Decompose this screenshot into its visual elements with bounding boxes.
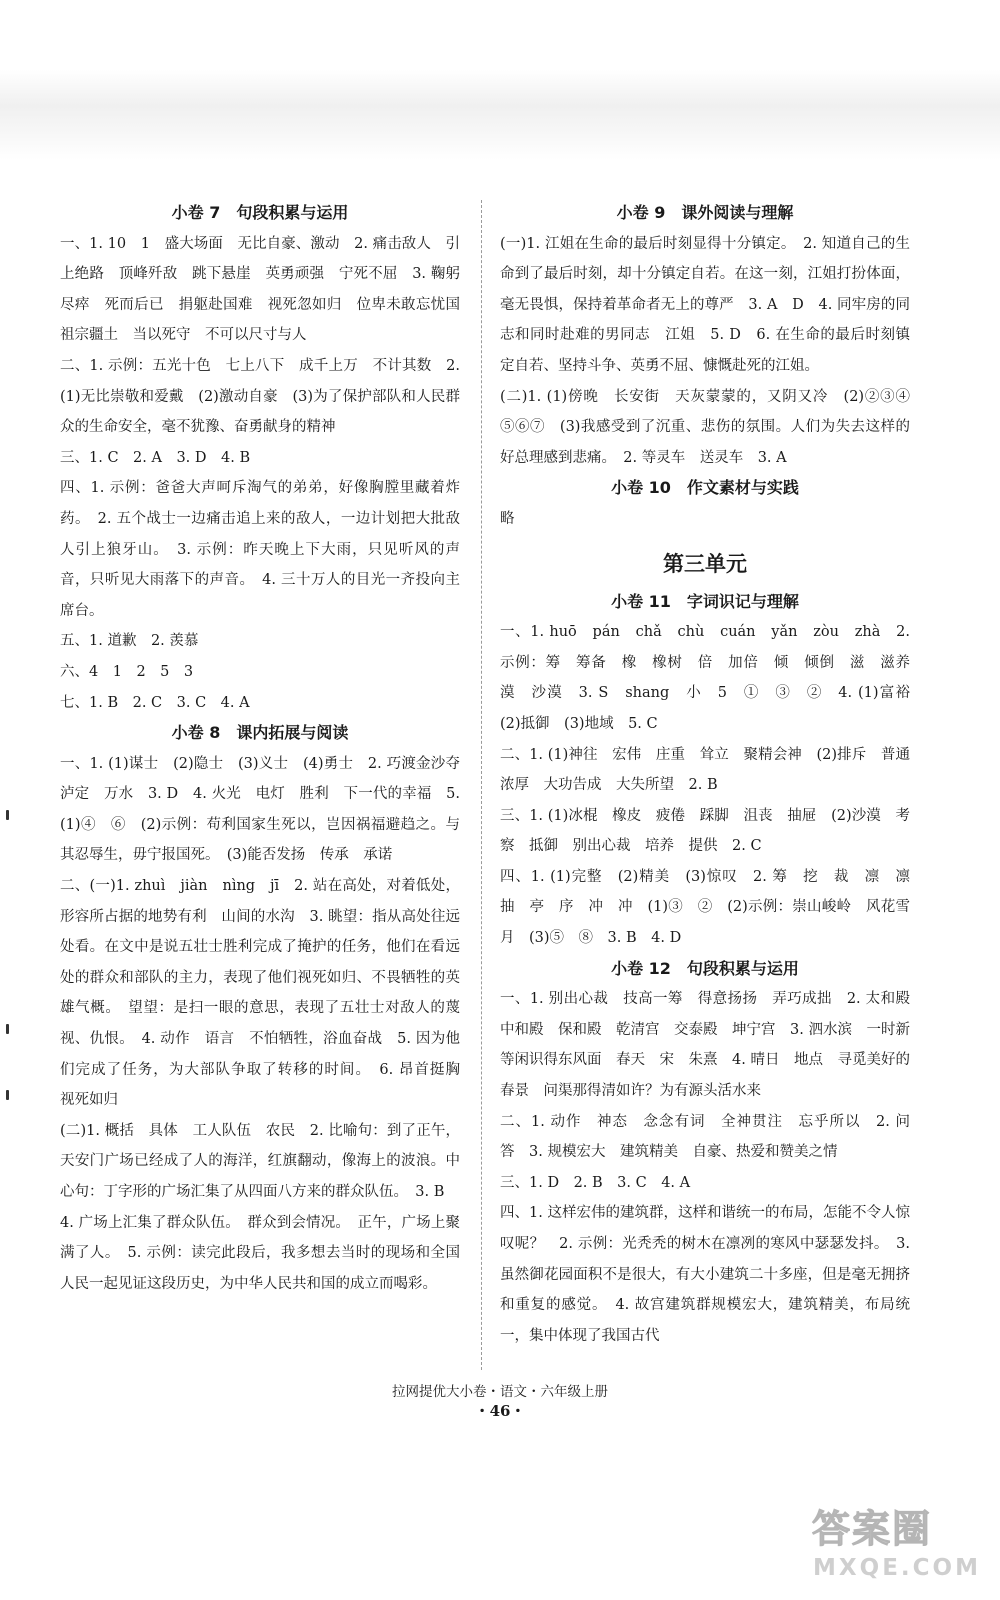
section-title-9: 小卷 9 课外阅读与理解 [616,203,794,222]
section-title-10: 小卷 10 作文素材与实践 [611,478,799,498]
footer-book-title: 拉网提优大小卷・语文・六年级上册 [392,1384,608,1400]
answer-paragraph: 四、1. (1)完整 (2)精美 (3)惊叹 2. 筹 挖 裁 凛 凛 抽 亭 序 冲 冲 (1)③ ② (2)示例：崇山峻岭 风花雪月 (3)⑤ ⑧ 3. B 4. D [500,868,925,947]
margin-mark [6,810,9,820]
page-number: ・46・ [474,1402,526,1420]
answer-paragraph: 五、1. 道歉 2. 羡慕 [60,633,199,650]
answer-paragraph: (二)1. 概括 具体 工人队伍 农民 2. 比喻句：到了正午，天安门广场已经成了人的海洋，红旗翻动，像海上的波浪。中心句：丁字形的广场汇集了从四面八方来的群众队伍。 3. B [60,1122,460,1200]
section-title-11: 小卷 11 字词识记与理解 [611,591,799,611]
answer-paragraph: 三、1. (1)冰棍 橡皮 疲倦 踩脚 沮丧 抽屉 (2)沙漠 考察 抵御 别出心裁 培养 提供 2. C [500,807,910,855]
margin-mark [6,1024,9,1034]
answer-paragraph: 三、1. C 2. A 3. D 4. B [60,449,251,466]
margin-mark [6,1090,9,1100]
answer-paragraph: 二、1. 动作 神态 念念有词 全神贯注 忘乎所以 2. 问 答 3. 规模宏大 建筑精美 自豪、热爱和赞美之情 [500,1113,925,1161]
watermark-sub-text: MXQE.COM [813,1555,981,1581]
scan-header-shadow [0,70,1000,160]
right-column [500,198,925,1351]
answer-paragraph: (二)1. (1)傍晚 长安街 天灰蒙蒙的，又阴又冷 (2)②③④ ⑤⑥⑦ (3)我感受到了沉重、悲伤的氛围。人们为失去这样的好总理感到悲痛。 2. 等灵车 送灵车 3. A [500,388,925,466]
answer-paragraph: 四、1. 示例：爸爸大声呵斥淘气的弟弟，好像胸膛里藏着炸药。 2. 五个战士一边痛击追上来的敌人，一边计划把大批敌人引上狼牙山。 3. 示例：昨天晚上下大雨，只见听风的声音，只听见大雨落下的声音。 4. 三十万人的目光一齐投向主席台。 [60,480,460,619]
answer-paragraph: 七、1. B 2. C 3. C 4. A [60,694,250,711]
answer-paragraph: 二、1. 示例：五光十色 七上八下 成千上万 不计其数 2. (1)无比崇敬和爱戴 (2)激动自豪 (3)为了保护部队和人民群众的生命安全，毫不犹豫、奋勇献身的精神 [60,357,460,436]
answer-paragraph: 二、(一)1. zhuì jiàn nìng jī 2. 站在高处，对着低处，形容所占据的地势有利 山间的水沟 3. 眺望：指从高处往远处看。在文中是说五壮士胜利完成了掩护的任务，他们在看远处的群众和部队的主力，表现了他们视死如归、不畏牺牲的英雄气概。 望望：是扫一眼的意思，表现了五壮士对敌人的蔑视、仇恨。 4. 动作 语言 不怕牺牲，浴血奋战 5. 因为他们完成了任务，为大部队争取了转移的时间。 6. 昂首挺胸 视死如归 [60,878,475,1109]
answer-paragraph: (一)1. 江姐在生命的最后时刻显得十分镇定。 2. 知道自己的生命到了最后时刻，却十分镇定自若。在这一刻，江姐打扮体面，毫无畏惧，保持着革命者无上的尊严 3. A D 4. 同牢房的同志和同时赴难的男同志 江姐 5. D 6. 在生命的最后时刻镇定自若、坚持斗争、英勇不屈、慷慨赴死的江姐。 [500,235,910,374]
answer-paragraph: 一、1. huō pán chǎ chù cuán yǎn zòu zhà 2. 示例：筹 筹备 橡 橡树 倍 加倍 倾 倾倒 滋 滋养 漠 沙漠 3. S shang 小 5 ① ③ ② 4. (1)富裕 (2)抵御 (3)地域 5. C [500,624,925,732]
answer-paragraph: 二、1. (1)神往 宏伟 庄重 耸立 聚精会神 (2)排斥 普通 浓厚 大功告成 大失所望 2. B [500,746,925,794]
left-column [60,198,475,1299]
answer-paragraph: 4. 广场上汇集了群众队伍。 群众到会情况。 正午，广场上聚满了人。 5. 示例：读完此段后，我多想去当时的现场和全国人民一起见证这段历史，为中华人民共和国的成立而喝彩。 [60,1214,460,1292]
answer-paragraph: 四、1. 这样宏伟的建筑群，这样和谐统一的布局，怎能不令人惊叹呢？ 2. 示例：光秃秃的树木在凛冽的寒风中瑟瑟发抖。 3. 虽然御花园面积不是很大，有大小建筑二十多座，但是毫无拥挤和重复的感觉。 4. 故宫建筑群规模宏大，建筑精美，布局统一，集中体现了我国古代 [500,1205,910,1344]
column-divider [481,200,482,1370]
answer-paragraph: 一、1. (1)谋士 (2)隐士 (3)义士 (4)勇士 2. 巧渡金沙夺泸定 万水 3. D 4. 火光 电灯 胜利 下一代的幸福 5. (1)④ ⑥ (2)示例：苟利国家生死以，岂因祸福避趋之。与其忍辱生，毋宁报国死。 (3)能否发扬 传承 承诺 [60,755,460,864]
answer-paragraph: 六、4 1 2 5 3 [60,663,194,680]
watermark-main-text: 答案圈 [812,1507,933,1551]
answer-paragraph: 略 [500,510,515,527]
section-title-12: 小卷 12 句段积累与运用 [611,958,799,978]
answer-paragraph: 一、1. 别出心裁 技高一筹 得意扬扬 弄巧成拙 2. 太和殿 中和殿 保和殿 乾清宫 交泰殿 坤宁宫 3. 泗水滨 一时新 等闲识得东风面 春天 宋 朱熹 4. 晴日 地点 寻觅美好的春景 问渠那得清如许？为有源头活水来 [500,991,925,1100]
section-title-7: 小卷 7 句段积累与运用 [171,203,349,222]
watermark-logo [812,1505,982,1590]
answer-paragraph: 一、1. 10 1 盛大场面 无比自豪、激动 2. 痛击敌人 引上绝路 顶峰歼敌 跳下悬崖 英勇顽强 宁死不屈 3. 鞠躬尽瘁 死而后已 捐躯赴国难 视死忽如归 位卑未敢忘忧国 祖宗疆土 当以死守 不可以尺寸与人 [60,235,475,344]
unit-title: 第三单元 [663,551,747,576]
section-title-8: 小卷 8 课内拓展与阅读 [171,723,349,743]
answer-paragraph: 三、1. D 2. B 3. C 4. A [500,1174,691,1191]
